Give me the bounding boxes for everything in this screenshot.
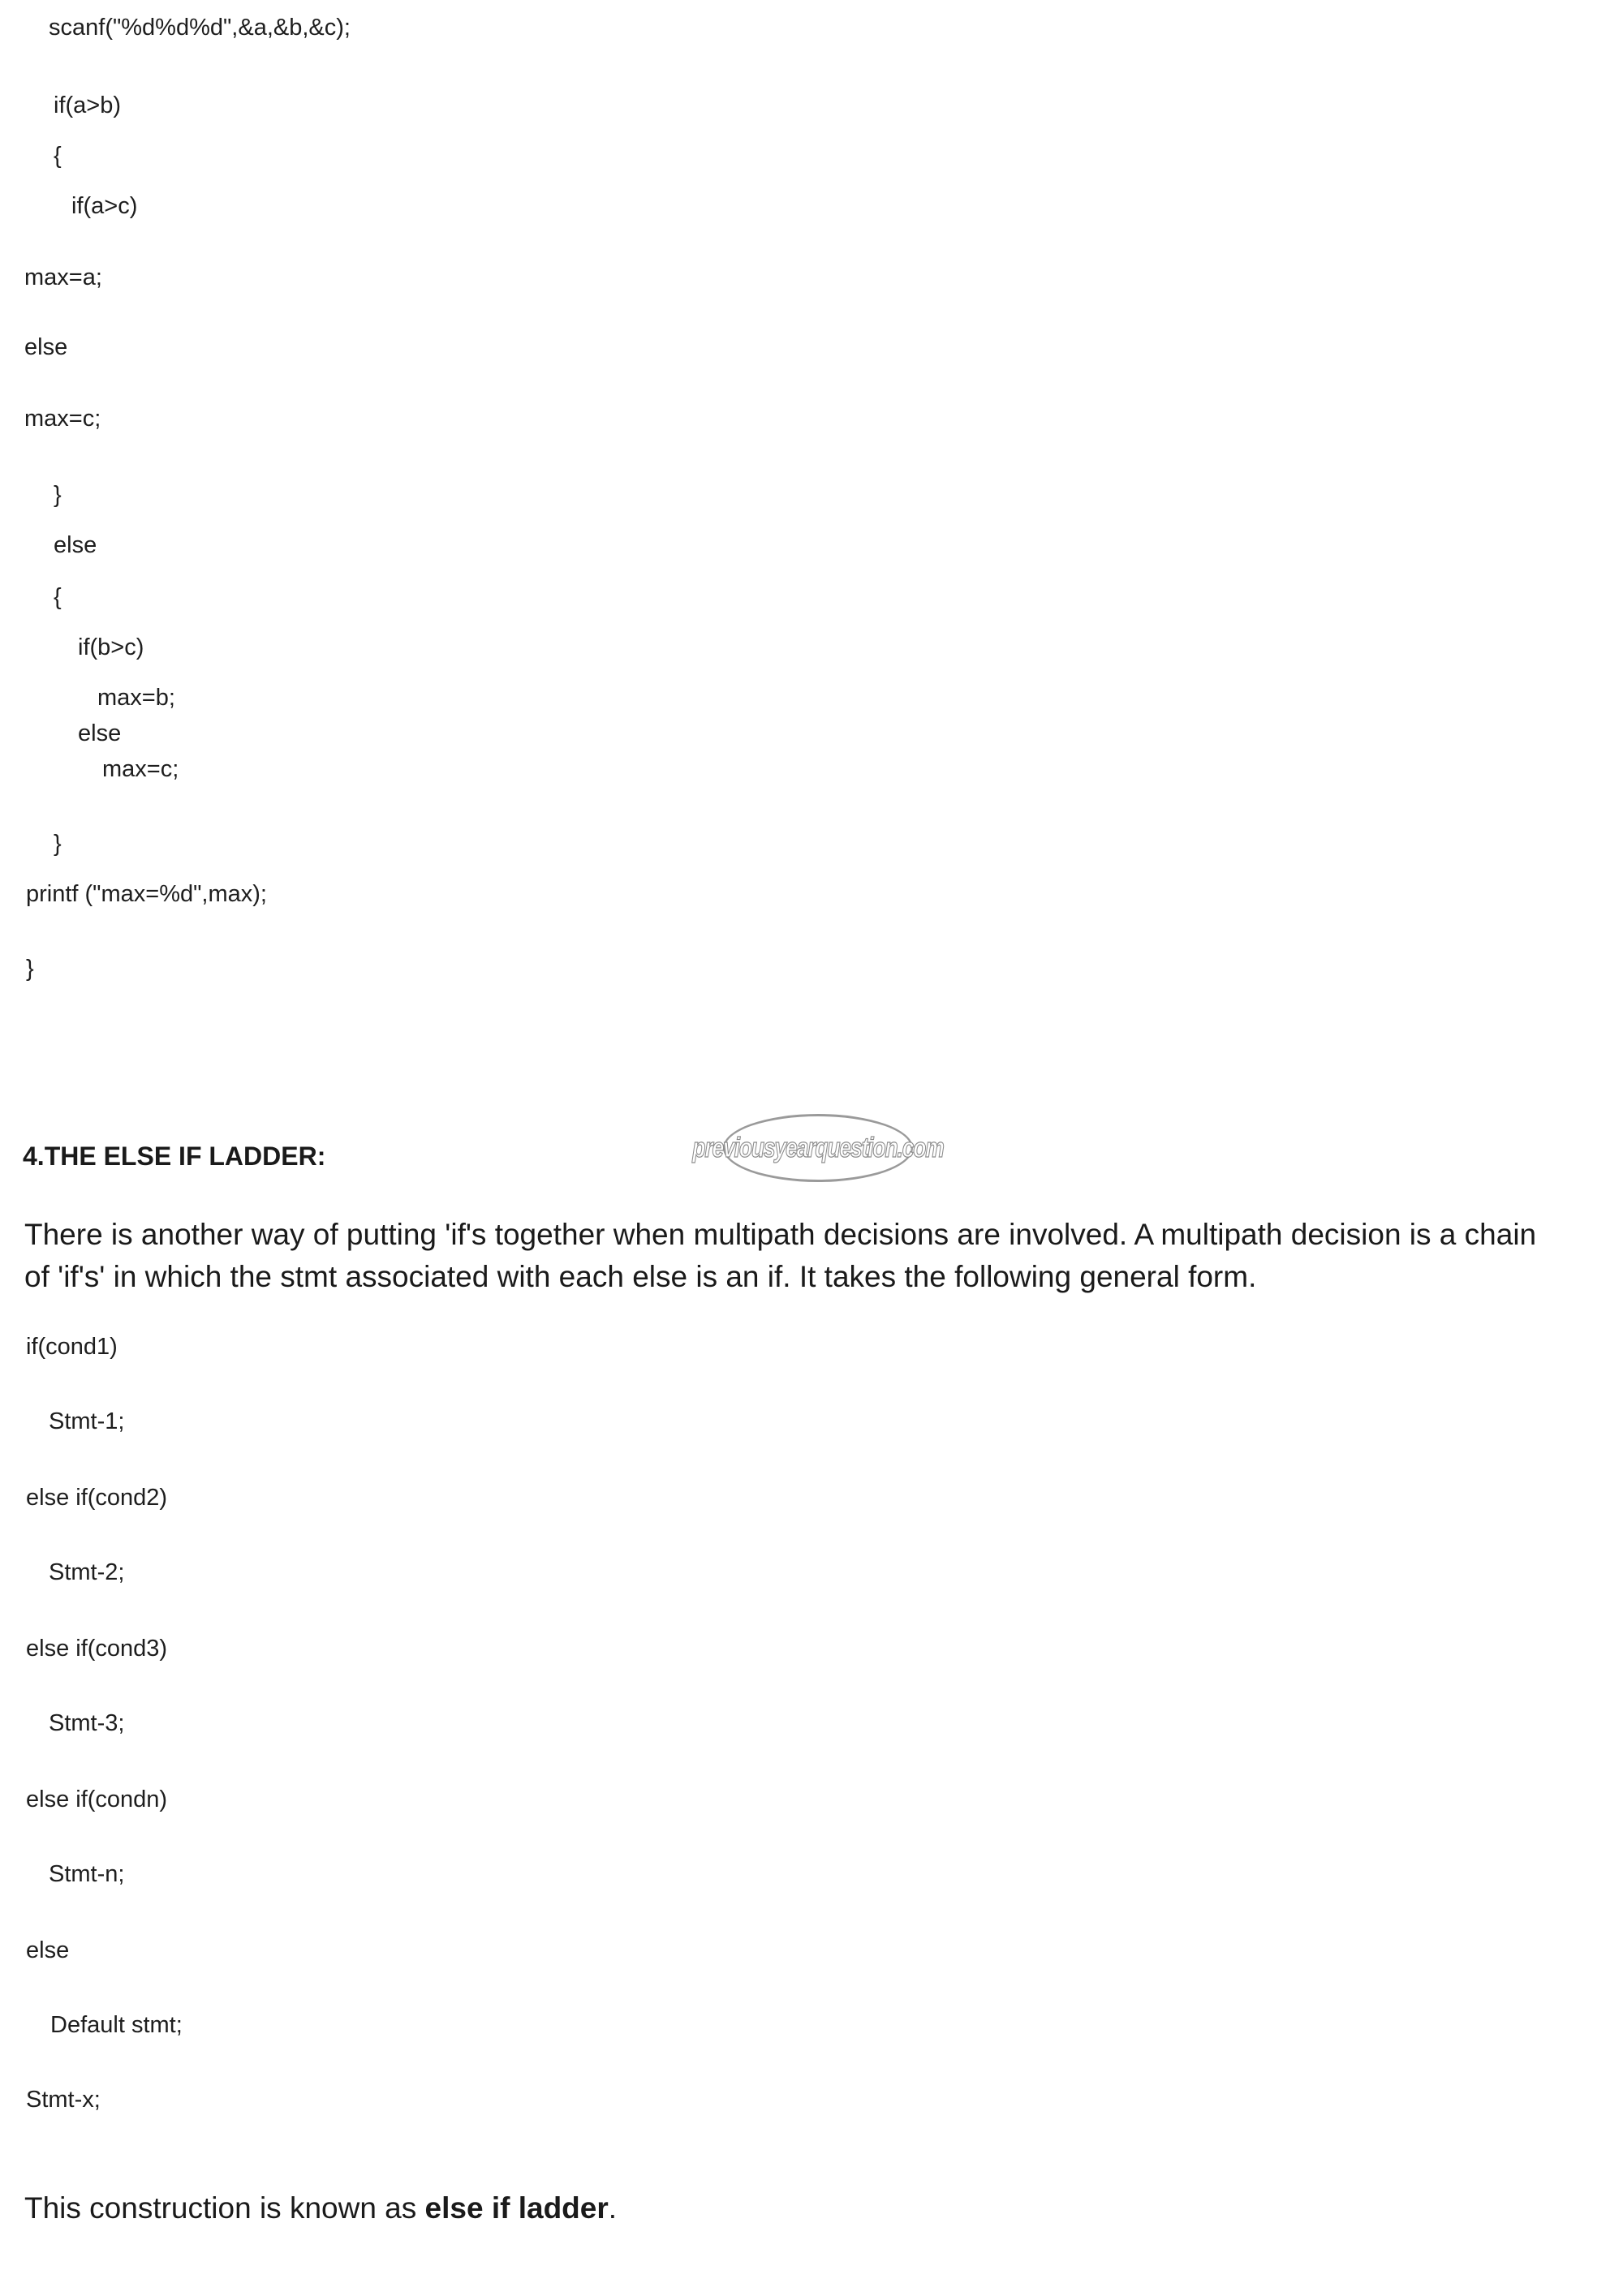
intro-line-1: There is another way of putting 'if's together when multipath decisions are involved. A multipath decision is a chain: [24, 1218, 1537, 1251]
code-brace-close: }: [54, 482, 62, 508]
code-if-b-gt-c: if(b>c): [78, 634, 144, 660]
ladder-default-stmt: Default stmt;: [50, 2012, 183, 2038]
code-brace-close: }: [54, 831, 62, 857]
ladder-stmt-2: Stmt-2;: [49, 1559, 125, 1585]
ladder-else-if-cond3: else if(cond3): [26, 1636, 168, 1662]
code-scanf-line: scanf("%d%d%d",&a,&b,&c);: [49, 15, 351, 41]
code-max-a: max=a;: [24, 264, 102, 290]
intro-line-2: of 'if's' in which the stmt associated with each else is an if. It takes the following general form.: [24, 1260, 1257, 1293]
conclusion-term: else if ladder: [424, 2191, 609, 2225]
conclusion-suffix: .: [608, 2191, 618, 2225]
ladder-stmt-3: Stmt-3;: [49, 1710, 125, 1736]
ladder-else-if-condn: else if(condn): [26, 1786, 168, 1812]
section-heading: 4.THE ELSE IF LADDER:: [23, 1142, 326, 1171]
code-else: else: [78, 720, 122, 746]
code-brace-open: {: [54, 143, 62, 169]
ladder-stmt-1: Stmt-1;: [49, 1408, 125, 1434]
code-max-c: max=c;: [102, 756, 179, 782]
code-max-b: max=b;: [97, 685, 175, 711]
watermark-logo: previousyearquestion.com: [723, 1114, 913, 1182]
code-else: else: [24, 334, 68, 360]
conclusion-sentence: [24, 2187, 617, 2229]
code-brace-open: {: [54, 584, 62, 610]
code-if-a-gt-c: if(a>c): [71, 193, 138, 219]
ladder-else: else: [26, 1937, 70, 1963]
code-max-c: max=c;: [24, 406, 101, 432]
ladder-if-cond1: if(cond1): [26, 1334, 118, 1360]
ladder-stmt-x: Stmt-x;: [26, 2087, 101, 2113]
code-if-a-gt-b: if(a>b): [54, 92, 122, 118]
code-else: else: [54, 532, 97, 558]
ladder-stmt-n: Stmt-n;: [49, 1861, 125, 1887]
ladder-else-if-cond2: else if(cond2): [26, 1485, 168, 1511]
conclusion-prefix: This construction is known as: [24, 2191, 425, 2225]
intro-paragraph: [24, 1214, 1607, 1298]
code-brace-close-main: }: [26, 956, 34, 982]
code-printf-line: printf ("max=%d",max);: [26, 881, 267, 907]
